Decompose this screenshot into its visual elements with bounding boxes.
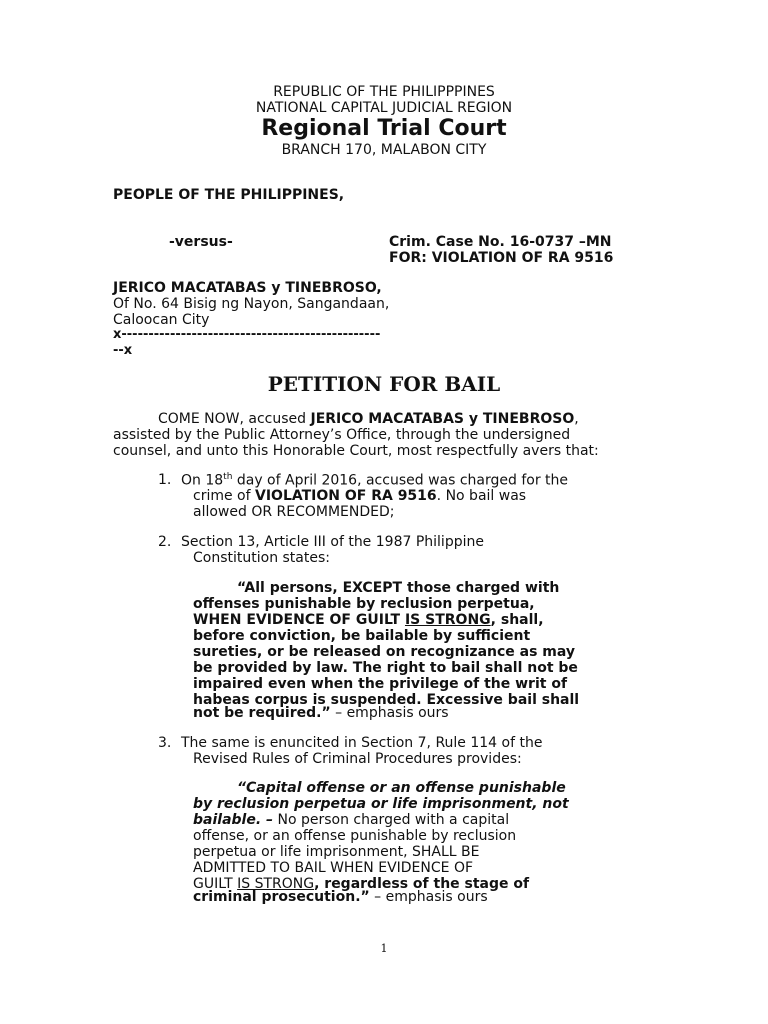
item-2-line-1: Section 13, Article III of the 1987 Philippine [181,534,484,550]
accused-address-2: Caloocan City [113,312,210,328]
accused-name-inline: JERICO MACATABAS y TINEBROSO [310,411,575,427]
quote-2-line-3: bailable. – No person charged with a capital [193,812,510,828]
item-3-line-2: Revised Rules of Criminal Procedures provides: [193,751,522,767]
item-1-number: 1. [158,472,172,488]
caption-separator: x------------------------------------------------ [113,327,381,342]
item-2-line-2: Constitution states: [193,550,330,566]
quote-1-line-9: not be required.” – emphasis ours [193,705,449,721]
accused-name: JERICO MACATABAS y TINEBROSO, [113,280,382,296]
intro-line-2: assisted by the Public Attorney’s Office, through the undersigned [113,427,571,443]
quote-1-line-6: be provided by law. The right to bail shall not be [193,660,578,676]
plaintiff: PEOPLE OF THE PHILIPPINES, [113,187,345,203]
quote-1-line-7: impaired even when the privilege of the writ of [193,676,568,692]
court-title: Regional Trial Court [261,116,507,141]
quote-1-line-8: habeas corpus is suspended. Excessive bail shall [193,692,580,708]
item-1-line-1: On 18th day of April 2016, accused was charged for the [181,472,569,489]
quote-1-line-2: offenses punishable by reclusion perpetua, [193,596,535,612]
case-number: Crim. Case No. 16-0737 –MN [389,234,612,250]
accused-address-1: Of No. 64 Bisig ng Nayon, Sangandaan, [113,296,390,312]
item-3-number: 3. [158,735,172,751]
item-2-number: 2. [158,534,172,550]
quote-1-line-1: “All persons, EXCEPT those charged with [237,580,560,596]
header-republic: REPUBLIC OF THE PHILIPPPINES [273,84,495,100]
quote-2-line-1: “Capital offense or an offense punishable [237,780,566,796]
quote-1-line-3: WHEN EVIDENCE OF GUILT IS STRONG, shall, [193,612,544,628]
quote-2-line-6: ADMITTED TO BAIL WHEN EVIDENCE OF [193,860,474,876]
item-3-line-1: The same is enuncited in Section 7, Rule 114 of the [181,735,543,751]
intro-line-3: counsel, and unto this Honorable Court, most respectfully avers that: [113,443,599,459]
quote-1-line-4: before conviction, be bailable by sufficient [193,628,531,644]
quote-1-line-5: sureties, or be released on recognizance as may [193,644,576,660]
intro-line-1: COME NOW, accused JERICO MACATABAS y TINEBROSO, [158,411,579,427]
quote-2-line-8: criminal prosecution.” – emphasis ours [193,889,488,905]
offense: FOR: VIOLATION OF RA 9516 [389,250,614,266]
header-region: NATIONAL CAPITAL JUDICIAL REGION [255,100,513,116]
petition-title: PETITION FOR BAIL [267,372,501,396]
quote-2-line-2: by reclusion perpetua or life imprisonment, not [193,796,569,812]
quote-2-line-5: perpetua or life imprisonment, SHALL BE [193,844,480,860]
item-1-line-3: allowed OR RECOMMENDED; [193,504,395,520]
caption-separator-end: --x [113,343,133,358]
versus: -versus- [169,234,233,250]
quote-2-line-4: offense, or an offense punishable by reclusion [193,828,517,844]
page-number: 1 [380,942,388,955]
header-branch: BRANCH 170, MALABON CITY [281,142,487,158]
quote-2-line-7: GUILT IS STRONG, regardless of the stage of [193,876,530,892]
item-1-line-2: crime of VIOLATION OF RA 9516. No bail was [193,488,527,504]
